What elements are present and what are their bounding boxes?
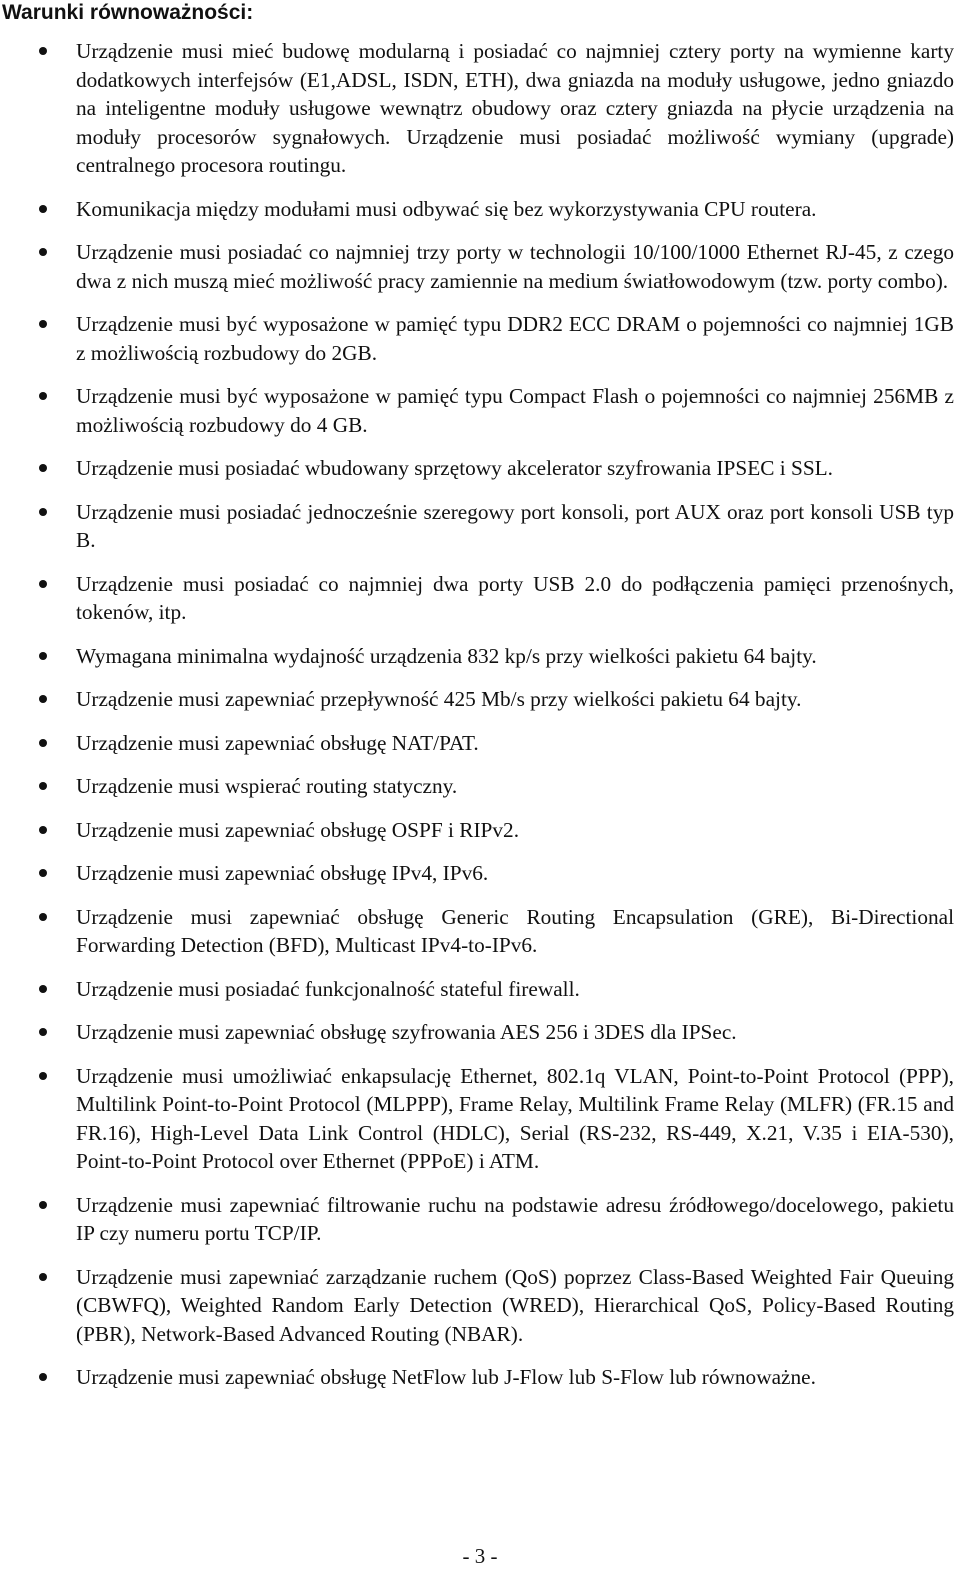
requirement-item — [0, 382, 954, 439]
bullet-icon — [39, 695, 47, 703]
requirement-item — [0, 816, 954, 845]
requirement-item — [0, 498, 954, 555]
requirement-item — [0, 903, 954, 960]
requirement-item — [0, 685, 954, 714]
requirement-text: Urządzenie musi wspierać routing statyczny. — [76, 774, 458, 798]
requirement-item — [0, 1363, 954, 1392]
bullet-icon — [39, 1373, 47, 1381]
page-number: - 3 - — [462, 1544, 498, 1568]
requirement-text: Urządzenie musi zapewniać obsługę szyfrowania AES 256 i 3DES dla IPSec. — [76, 1020, 737, 1044]
requirement-item — [0, 642, 954, 671]
requirement-item — [0, 1191, 954, 1248]
bullet-icon — [39, 464, 47, 472]
requirement-text: Urządzenie musi zapewniać zarządzanie ruchem (QoS) poprzez Class-Based Weighted Fair Queuing (CBWFQ), Weighted Random Early Detection (WRED), Hierarchical QoS, Policy-Based Routing (PBR), Network-Based Advanced Routing (NBAR). — [76, 1264, 954, 1346]
requirement-text: Urządzenie musi zapewniać obsługę Generic Routing Encapsulation (GRE), Bi-Directional Forwarding Detection (BFD), Multicast IPv4-to-IPv6. — [76, 904, 954, 957]
bullet-icon — [39, 985, 47, 993]
requirement-item — [0, 454, 954, 483]
requirement-item — [0, 195, 954, 224]
bullet-icon — [39, 1201, 47, 1209]
bullet-icon — [39, 782, 47, 790]
bullet-icon — [39, 580, 47, 588]
requirement-text: Wymagana minimalna wydajność urządzenia 832 kp/s przy wielkości pakietu 64 bajty. — [76, 643, 817, 668]
requirement-item — [0, 310, 954, 367]
bullet-icon — [39, 1072, 47, 1080]
bullet-icon — [39, 826, 47, 834]
requirement-item — [0, 1018, 954, 1047]
requirement-text: Urządzenie musi zapewniać filtrowanie ruchu na podstawie adresu źródłowego/docelowego, pakietu IP czy numeru portu TCP/IP. — [76, 1192, 954, 1245]
requirement-text: Urządzenie musi być wyposażone w pamięć typu Compact Flash o pojemności co najmniej 256MB z możliwością rozbudowy do 4 GB. — [76, 384, 954, 437]
bullet-icon — [39, 47, 47, 55]
requirement-item — [0, 1263, 954, 1349]
bullet-icon — [39, 1273, 47, 1281]
bullet-icon — [39, 739, 47, 747]
requirement-text: Urządzenie musi zapewniać obsługę OSPF i RIPv2. — [76, 817, 520, 842]
requirement-text: Urządzenie musi posiadać co najmniej trzy porty w technologii 10/100/1000 Ethernet RJ-45, z czego dwa z nich muszą mieć możliwość pracy zamiennie na medium światłowodowym (tzw. porty combo). — [76, 240, 954, 293]
bullet-icon — [39, 652, 47, 660]
bullet-icon — [39, 1028, 47, 1036]
requirement-text: Urządzenie musi posiadać co najmniej dwa porty USB 2.0 do podłączenia pamięci przenośnych, tokenów, itp. — [76, 571, 954, 624]
section-heading: Warunki równoważności: — [2, 1, 254, 24]
requirement-text: Urządzenie musi zapewniać przepływność 425 Mb/s przy wielkości pakietu 64 bajty. — [76, 687, 802, 711]
requirement-item — [0, 1062, 954, 1176]
requirement-text: Urządzenie musi zapewniać obsługę IPv4, IPv6. — [76, 861, 489, 885]
requirement-text: Urządzenie musi umożliwiać enkapsulację Ethernet, 802.1q VLAN, Point-to-Point Protocol (PPP), Multilink Point-to-Point Protocol (MLPPP), Frame Relay, Multilink Frame Relay (MLFR) (FR.15 and FR.16), High-Level Data Link Control (HDLC), Serial (RS-232, RS-449, X.21, V.35 i EIA-530), Point-to-Point Protocol over Ethernet (PPPoE) i ATM. — [76, 1063, 954, 1173]
requirement-text: Urządzenie musi posiadać jednocześnie szeregowy port konsoli, port AUX oraz port konsoli USB typ B. — [76, 499, 954, 552]
requirement-text: Urządzenie musi posiadać funkcjonalność stateful firewall. — [76, 976, 580, 1001]
bullet-icon — [39, 508, 47, 516]
bullet-icon — [39, 913, 47, 921]
requirement-item — [0, 729, 954, 758]
requirement-text: Urządzenie musi mieć budowę modularną i posiadać co najmniej cztery porty na wymienne karty dodatkowych interfejsów (E1,ADSL, ISDN, ETH), dwa gniazda na moduły usługowe, jedno gniazdo na inteligentne moduły usługowe wewnątrz obudowy oraz cztery gniazda na płycie urządzenia na moduły procesorów sygnałowych. Urządzenie musi posiadać możliwość wymiany (upgrade) centralnego procesora routingu. — [76, 39, 954, 177]
requirement-text: Urządzenie musi zapewniać obsługę NAT/PAT. — [76, 730, 479, 755]
requirement-text: Urządzenie musi zapewniać obsługę NetFlow lub J-Flow lub S-Flow lub równoważne. — [76, 1365, 816, 1389]
bullet-icon — [39, 320, 47, 328]
requirement-item — [0, 859, 954, 888]
requirement-text: Urządzenie musi być wyposażone w pamięć typu DDR2 ECC DRAM o pojemności co najmniej 1GB z możliwością rozbudowy do 2GB. — [76, 312, 954, 365]
requirement-text: Komunikacja między modułami musi odbywać się bez wykorzystywania CPU routera. — [76, 196, 817, 221]
requirement-item — [0, 37, 954, 180]
requirement-text: Urządzenie musi posiadać wbudowany sprzętowy akcelerator szyfrowania IPSEC i SSL. — [76, 456, 834, 480]
bullet-icon — [39, 248, 47, 256]
bullet-icon — [39, 205, 47, 213]
bullet-icon — [39, 869, 47, 877]
requirements-list — [0, 37, 954, 1407]
requirement-item — [0, 570, 954, 627]
requirement-item — [0, 238, 954, 295]
bullet-icon — [39, 392, 47, 400]
requirement-item — [0, 975, 954, 1004]
requirement-item — [0, 772, 954, 801]
